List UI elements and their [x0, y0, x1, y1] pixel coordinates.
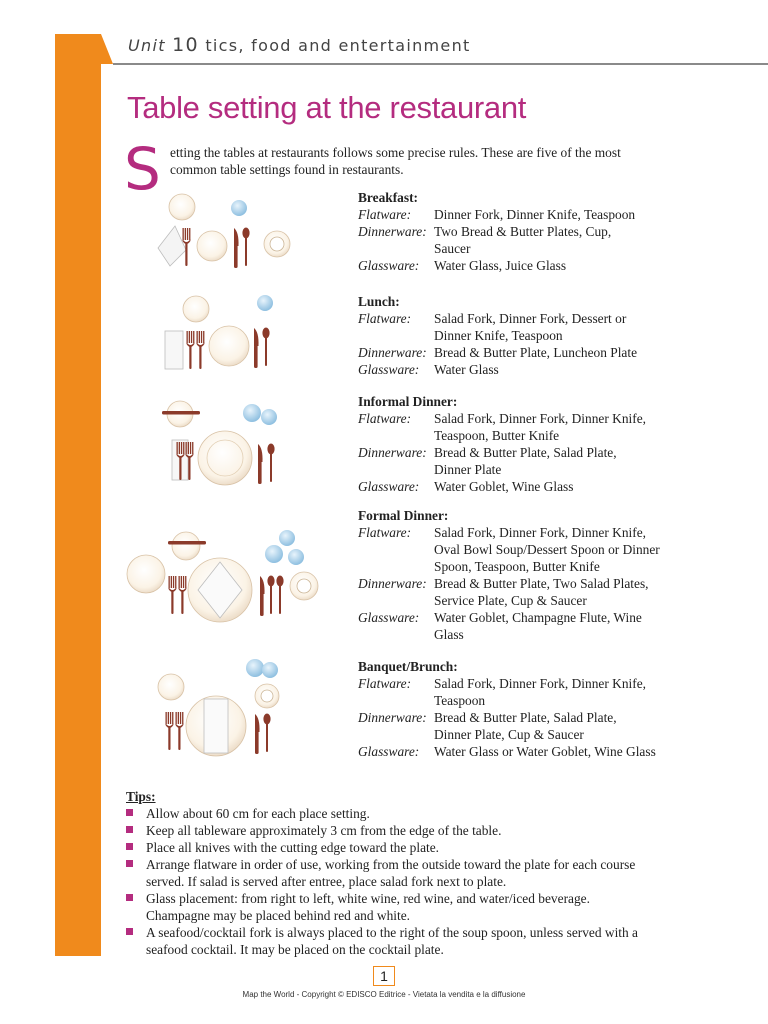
list-item	[126, 839, 646, 856]
flatware-row	[358, 675, 758, 709]
flatware-row	[358, 410, 758, 444]
tip-text: Glass placement: from right to left, white wine, red wine, and water/iced beverage. Champagne may be placed behind red and white.	[146, 891, 590, 923]
setting-formal-dinner	[358, 507, 758, 643]
setting-heading: Formal Dinner:	[358, 508, 449, 523]
dinnerware-label: Dinnerware:	[358, 710, 427, 725]
flatware-label: Flatware:	[358, 525, 412, 540]
flatware-label: Flatware:	[358, 411, 412, 426]
dinnerware-value: Bread & Butter Plate, Luncheon Plate	[434, 345, 638, 360]
tip-text: Keep all tableware approximately 3 cm from the edge of the table.	[146, 823, 502, 838]
flatware-value: Dinner Fork, Dinner Knife, Teaspoon	[434, 207, 636, 222]
dinnerware-row	[358, 575, 758, 609]
cup	[297, 579, 311, 593]
napkin	[204, 699, 228, 753]
dinner-plate	[198, 431, 252, 485]
butter-knife	[162, 411, 200, 415]
bullet-square-icon	[126, 928, 133, 935]
bullet-square-icon	[126, 809, 133, 816]
flatware-label: Flatware:	[358, 207, 412, 222]
setting-heading: Lunch:	[358, 294, 400, 309]
dinnerware-label: Dinnerware:	[358, 345, 427, 360]
water-goblet	[246, 659, 264, 677]
glassware-value: Water Goblet, Wine Glass	[434, 479, 574, 494]
unit-title: tics, food and entertainment	[205, 36, 471, 55]
flatware-value: Salad Fork, Dinner Fork, Dinner Knife, Teaspoon	[434, 676, 646, 708]
glassware-label: Glassware:	[358, 258, 420, 273]
glassware-value: Water Goblet, Champagne Flute, Wine Glass	[434, 610, 642, 642]
page-number: 1	[373, 966, 395, 986]
setting-heading: Informal Dinner:	[358, 394, 458, 409]
glassware-row	[358, 361, 758, 378]
salad-fork	[169, 576, 177, 614]
dinner-knife	[258, 444, 263, 484]
tips-section	[126, 788, 646, 958]
flatware-value: Salad Fork, Dinner Fork, Dessert or Dinner Knife, Teaspoon	[434, 311, 627, 343]
glassware-value: Water Glass, Juice Glass	[434, 258, 567, 273]
dinnerware-value: Bread & Butter Plate, Two Salad Plates, Service Plate, Cup & Saucer	[434, 576, 649, 608]
dinner-knife	[255, 714, 260, 754]
bread-butter-plate-2	[197, 231, 227, 261]
bullet-square-icon	[126, 894, 133, 901]
water-glass	[257, 295, 273, 311]
dinnerware-row	[358, 344, 758, 361]
list-item	[126, 924, 646, 958]
bread-butter-plate	[169, 194, 195, 220]
luncheon-plate	[209, 326, 249, 366]
breakfast-setting-illustration	[148, 192, 300, 274]
dinner-fork	[176, 712, 184, 750]
flatware-row	[358, 310, 758, 344]
teaspoon	[276, 576, 283, 615]
salad-fork	[187, 331, 195, 369]
setting-heading: Banquet/Brunch:	[358, 659, 458, 674]
flatware-row	[358, 206, 758, 223]
wine-glass	[261, 409, 277, 425]
list-item	[126, 822, 646, 839]
list-item	[126, 890, 646, 924]
water-goblet	[243, 404, 261, 422]
intro-paragraph: etting the tables at restaurants follows some precise rules. These are five of the most common table settings found in restaurants.	[170, 145, 621, 177]
napkin	[158, 226, 186, 266]
setting-informal-dinner	[358, 393, 758, 495]
flatware-value: Salad Fork, Dinner Fork, Dinner Knife, Teaspoon, Butter Knife	[434, 411, 646, 443]
dinnerware-row	[358, 709, 758, 743]
champagne-flute	[279, 530, 295, 546]
dinner-knife	[234, 228, 239, 268]
salad-plate	[127, 555, 165, 593]
glassware-row	[358, 609, 758, 643]
bullet-square-icon	[126, 826, 133, 833]
unit-word: Unit	[128, 36, 166, 55]
dinner-knife	[254, 328, 259, 368]
teaspoon	[267, 444, 274, 483]
glassware-label: Glassware:	[358, 362, 420, 377]
dinnerware-label: Dinnerware:	[358, 445, 427, 460]
teaspoon	[263, 714, 270, 753]
setting-lunch	[358, 293, 758, 378]
flatware-label: Flatware:	[358, 311, 412, 326]
glassware-row	[358, 257, 758, 274]
cup	[270, 237, 284, 251]
wine-glass	[288, 549, 304, 565]
dinnerware-label: Dinnerware:	[358, 576, 427, 591]
flatware-label: Flatware:	[358, 676, 412, 691]
soup-spoon	[267, 576, 274, 615]
flatware-value: Salad Fork, Dinner Fork, Dinner Knife, Oval Bowl Soup/Dessert Spoon or Dinner Spoon, Teaspoon, Butter Knife	[434, 525, 660, 574]
list-item	[126, 856, 646, 890]
teaspoon	[262, 328, 269, 367]
salad-fork	[166, 712, 174, 750]
dinnerware-value: Bread & Butter Plate, Salad Plate, Dinner Plate, Cup & Saucer	[434, 710, 617, 742]
header-rule	[113, 63, 768, 65]
juice-glass	[231, 200, 247, 216]
page-title: Table setting at the restaurant	[127, 90, 527, 125]
glassware-value: Water Glass	[434, 362, 499, 377]
setting-banquet-brunch	[358, 658, 758, 760]
setting-heading: Breakfast:	[358, 190, 419, 205]
bread-butter-plate	[183, 296, 209, 322]
informal-dinner-setting-illustration	[158, 400, 288, 490]
formal-dinner-setting-illustration	[124, 526, 328, 626]
bullet-square-icon	[126, 860, 133, 867]
orange-side-bar	[55, 34, 101, 956]
glassware-value: Water Glass or Water Goblet, Wine Glass	[434, 744, 656, 759]
tip-text: Arrange flatware in order of use, working from the outside toward the plate for each course served. If salad is served after entree, place salad fork next to plate.	[146, 857, 636, 889]
drop-cap: S	[124, 135, 161, 203]
setting-breakfast	[358, 189, 758, 274]
dinnerware-row	[358, 223, 758, 257]
tip-text: A seafood/cocktail fork is always placed to the right of the soup spoon, unless served with a seafood cocktail. It may be placed on the cocktail plate.	[146, 925, 638, 957]
tips-list	[126, 805, 646, 958]
tip-text: Place all knives with the cutting edge toward the plate.	[146, 840, 440, 855]
bread-butter-plate	[172, 532, 200, 560]
tips-title: Tips:	[126, 789, 156, 804]
glassware-row	[358, 743, 758, 760]
dinnerware-row	[358, 444, 758, 478]
water-goblet	[265, 545, 283, 563]
glassware-row	[358, 478, 758, 495]
napkin	[165, 331, 183, 369]
list-item	[126, 805, 646, 822]
wine-glass	[262, 662, 278, 678]
flatware-row	[358, 524, 758, 575]
dinnerware-value: Bread & Butter Plate, Salad Plate, Dinner Plate	[434, 445, 617, 477]
cup	[261, 690, 273, 702]
dinnerware-label: Dinnerware:	[358, 224, 427, 239]
dinner-knife	[260, 576, 265, 616]
bullet-square-icon	[126, 843, 133, 850]
banquet-brunch-setting-illustration	[150, 656, 284, 760]
dinner-fork	[197, 331, 205, 369]
glassware-label: Glassware:	[358, 610, 420, 625]
glassware-label: Glassware:	[358, 744, 420, 759]
teaspoon	[242, 228, 249, 267]
unit-header	[128, 34, 471, 56]
dinnerware-value: Two Bread & Butter Plates, Cup, Saucer	[434, 224, 612, 256]
butter-knife	[168, 541, 206, 545]
tip-text: Allow about 60 cm for each place setting.	[146, 806, 370, 821]
lunch-setting-illustration	[160, 293, 278, 375]
unit-number: 10	[172, 34, 199, 56]
copyright-footer: Map the World - Copyright © EDISCO Editrice - Vietata la vendita e la diffusione	[242, 990, 526, 999]
dinner-fork	[179, 576, 187, 614]
header-tab-shape	[101, 34, 113, 64]
bread-butter-plate	[158, 674, 184, 700]
glassware-label: Glassware:	[358, 479, 420, 494]
